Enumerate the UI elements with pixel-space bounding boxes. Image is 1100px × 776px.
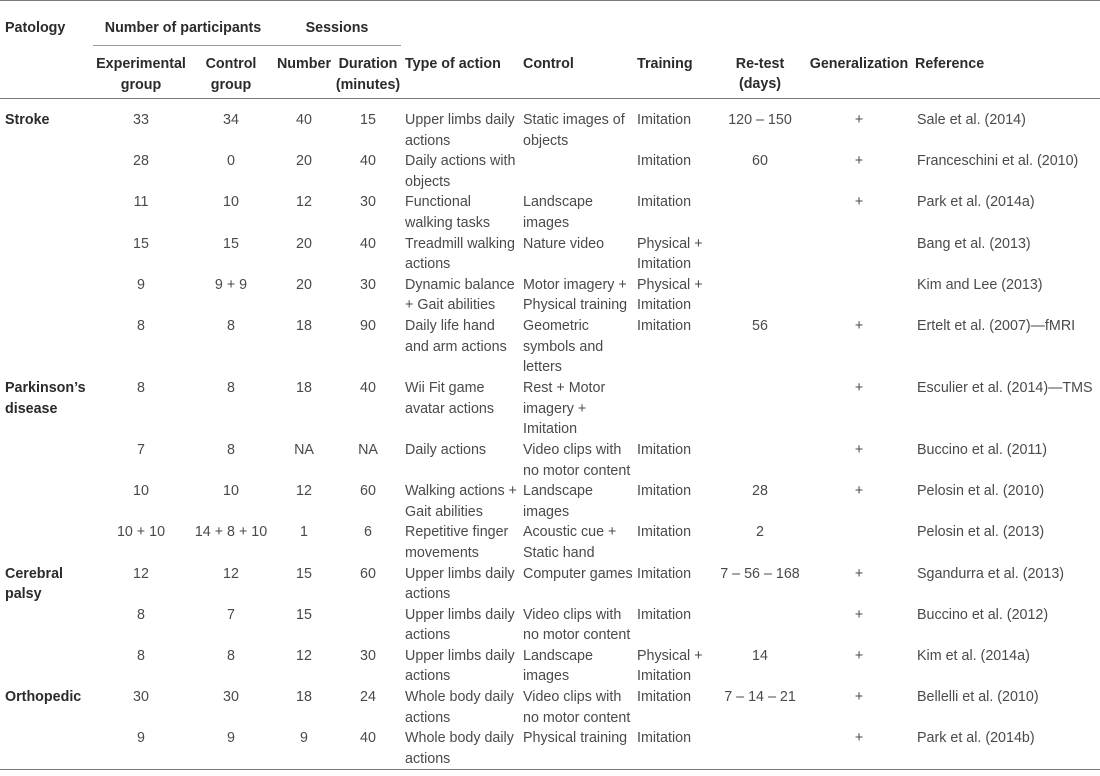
cell-pathology <box>0 481 93 522</box>
cell-retest <box>717 234 803 275</box>
cell-control: Landscape images <box>523 483 593 520</box>
cell-type: Upper limbs daily actions <box>405 112 515 149</box>
header-reference: Reference <box>915 55 985 72</box>
cell-type: Dynamic balance + Gait abilities <box>405 276 515 314</box>
cell-control: Physical training <box>523 730 628 747</box>
header-retest: Re-test (days) <box>735 55 785 93</box>
cell-training: Imitation <box>637 689 692 706</box>
header-number: Number <box>276 56 332 72</box>
cell-retest: 60 <box>752 153 768 170</box>
cell-control: Landscape images <box>523 194 593 231</box>
cell-type: Daily life hand and arm actions <box>405 317 507 355</box>
cell-control: Landscape images <box>523 647 593 685</box>
cell-training: Imitation <box>637 606 692 623</box>
cell-duration: 60 <box>360 565 376 582</box>
cell-number: 20 <box>296 235 312 252</box>
header-participants-group: Number of participants <box>93 1 273 46</box>
table-row <box>0 440 1100 481</box>
cell-reference: Bellelli et al. (2010) <box>917 689 1039 706</box>
table-row <box>0 687 1100 728</box>
cell-generalization: + <box>854 112 864 128</box>
cell-retest: 14 <box>752 647 768 664</box>
header-type: Type of action <box>405 55 501 72</box>
cell-reference: Sale et al. (2014) <box>917 112 1026 128</box>
cell-retest: 56 <box>752 317 768 334</box>
cell-experimental: 33 <box>133 112 149 128</box>
cell-reference: Sgandurra et al. (2013) <box>917 565 1065 582</box>
cell-generalization: + <box>854 379 864 396</box>
cell-retest <box>717 378 803 440</box>
header-control: Control <box>523 55 574 72</box>
cell-generalization <box>803 522 915 563</box>
cell-duration <box>335 605 401 646</box>
cell-generalization: + <box>854 317 864 334</box>
cell-retest <box>717 275 803 316</box>
cell-duration: NA <box>358 441 378 458</box>
cell-control-group: 8 <box>227 441 235 458</box>
cell-control: Video clips with no motor content <box>523 606 631 644</box>
cell-training: Physical + Imitation <box>637 276 703 314</box>
cell-experimental: 8 <box>137 317 145 334</box>
cell-reference: Franceschini et al. (2010) <box>917 153 1079 170</box>
cell-number: 18 <box>296 379 312 396</box>
cell-duration: 15 <box>360 112 376 128</box>
cell-reference: Pelosin et al. (2010) <box>917 483 1045 500</box>
table-row <box>0 316 1100 378</box>
cell-control-group: 10 <box>223 483 239 500</box>
cell-control: Video clips with no motor content <box>523 689 631 726</box>
cell-number: 15 <box>296 606 312 623</box>
table-row <box>0 192 1100 233</box>
cell-control-group: 34 <box>223 112 239 128</box>
table-body <box>0 99 1100 770</box>
cell-control: Acoustic cue + Static hand <box>523 524 617 561</box>
cell-experimental: 28 <box>133 153 149 170</box>
table-row <box>0 605 1100 646</box>
cell-reference: Pelosin et al. (2013) <box>917 524 1045 541</box>
cell-experimental: 11 <box>133 194 149 211</box>
cell-pathology <box>0 646 93 687</box>
cell-duration: 60 <box>360 483 376 500</box>
cell-experimental: 8 <box>137 647 145 664</box>
cell-number: 40 <box>296 112 312 128</box>
cell-generalization: + <box>854 565 864 582</box>
cell-retest: 7 – 14 – 21 <box>724 689 796 706</box>
cell-duration: 90 <box>360 317 376 334</box>
table-row <box>0 481 1100 522</box>
cell-type: Wii Fit game avatar actions <box>405 379 495 417</box>
cell-experimental: 8 <box>137 379 145 396</box>
cell-retest: 7 – 56 – 168 <box>720 565 800 582</box>
cell-retest: 120 – 150 <box>728 112 792 128</box>
cell-retest <box>717 728 803 770</box>
cell-control-group: 12 <box>223 565 239 582</box>
cell-control-group: 8 <box>227 317 235 334</box>
table-row <box>0 728 1100 770</box>
table-row <box>0 646 1100 687</box>
table-row <box>0 234 1100 275</box>
cell-training: Physical + Imitation <box>637 235 703 273</box>
cell-retest <box>717 440 803 481</box>
cell-pathology: Cerebral palsy <box>5 565 64 603</box>
cell-duration: 30 <box>360 647 376 664</box>
cell-training: Imitation <box>637 524 692 541</box>
cell-duration: 40 <box>360 153 376 170</box>
cell-duration: 30 <box>360 276 376 293</box>
cell-type: Treadmill walking actions <box>405 235 515 273</box>
cell-control-group: 8 <box>227 647 235 664</box>
cell-type: Upper limbs daily actions <box>405 647 515 685</box>
cell-control: Computer games <box>523 565 633 582</box>
cell-control-group: 8 <box>227 379 235 396</box>
cell-generalization: + <box>854 194 864 211</box>
cell-training: Imitation <box>637 194 692 211</box>
cell-generalization: + <box>854 730 864 747</box>
cell-experimental: 7 <box>137 441 145 458</box>
cell-pathology <box>0 275 93 316</box>
cell-control: Nature video <box>523 235 605 252</box>
cell-experimental: 9 <box>137 730 145 747</box>
cell-reference: Bang et al. (2013) <box>917 235 1031 252</box>
cell-type: Daily actions with objects <box>405 153 516 190</box>
cell-control: Geometric symbols and letters <box>523 317 604 376</box>
cell-duration: 24 <box>360 689 376 706</box>
cell-experimental: 9 <box>137 276 145 293</box>
cell-duration: 40 <box>360 235 376 252</box>
cell-pathology <box>0 151 93 192</box>
cell-pathology <box>0 605 93 646</box>
cell-retest <box>717 192 803 233</box>
cell-control: Static images of objects <box>523 112 625 149</box>
table-row <box>0 522 1100 563</box>
cell-generalization <box>803 234 915 275</box>
cell-pathology <box>0 440 93 481</box>
cell-control-group: 30 <box>223 689 239 706</box>
cell-number: 15 <box>296 565 312 582</box>
cell-type: Functional walking tasks <box>405 194 491 231</box>
cell-reference: Ertelt et al. (2007)—fMRI <box>917 317 1076 334</box>
cell-experimental: 8 <box>137 606 145 623</box>
cell-pathology <box>0 316 93 378</box>
cell-type: Repetitive finger movements <box>405 524 509 561</box>
cell-type: Daily actions <box>405 441 487 458</box>
cell-training: Imitation <box>637 441 692 458</box>
cell-type: Upper limbs daily actions <box>405 606 515 644</box>
cell-type: Upper limbs daily actions <box>405 565 515 603</box>
cell-experimental: 12 <box>133 565 149 582</box>
cell-pathology <box>0 522 93 563</box>
header-pathology: Patology <box>0 1 93 46</box>
cell-generalization: + <box>854 483 864 500</box>
header-sessions-group: Sessions <box>273 1 401 46</box>
cell-experimental: 30 <box>133 689 149 706</box>
cell-generalization: + <box>854 689 864 706</box>
cell-control-group: 15 <box>223 235 239 252</box>
cell-training: Imitation <box>637 153 692 170</box>
cell-number: 9 <box>300 730 308 747</box>
cell-generalization: + <box>854 606 864 623</box>
cell-generalization: + <box>854 153 864 170</box>
header-control-group: Control group <box>205 56 257 93</box>
cell-experimental: 15 <box>133 235 149 252</box>
cell-experimental: 10 + 10 <box>116 524 166 541</box>
cell-retest: 2 <box>756 524 764 541</box>
cell-number: 20 <box>296 276 312 293</box>
cell-control: Video clips with no motor content <box>523 441 631 479</box>
cell-reference: Park et al. (2014a) <box>917 194 1035 211</box>
cell-number: 12 <box>296 647 312 664</box>
cell-number: 18 <box>296 689 312 706</box>
cell-reference: Park et al. (2014b) <box>917 730 1035 747</box>
table-row <box>0 275 1100 316</box>
header-generalization: Generalization <box>809 55 909 72</box>
cell-pathology <box>0 192 93 233</box>
cell-pathology <box>0 728 93 770</box>
header-spacer <box>401 1 1100 46</box>
cell-duration: 30 <box>360 194 376 211</box>
cell-control <box>519 151 637 192</box>
cell-training: Imitation <box>637 565 692 582</box>
cell-generalization <box>803 275 915 316</box>
cell-generalization: + <box>854 441 864 458</box>
cell-training: Physical + Imitation <box>637 647 703 685</box>
cell-reference: Buccino et al. (2011) <box>917 441 1048 458</box>
cell-training: Imitation <box>637 483 692 500</box>
cell-experimental: 10 <box>133 483 149 500</box>
cell-number: 20 <box>296 153 312 170</box>
cell-reference: Buccino et al. (2012) <box>917 606 1049 623</box>
cell-control-group: 10 <box>223 194 239 211</box>
cell-reference: Kim et al. (2014a) <box>917 647 1030 664</box>
cell-control-group: 9 + 9 <box>214 276 248 293</box>
table-row <box>0 564 1100 605</box>
cell-retest: 28 <box>752 483 768 500</box>
cell-retest <box>717 605 803 646</box>
cell-control: Rest + Motor imagery + Imitation <box>523 379 606 438</box>
cell-pathology: Parkinson’s disease <box>5 379 86 417</box>
cell-duration: 40 <box>360 379 376 396</box>
cell-number: NA <box>294 441 314 458</box>
cell-number: 1 <box>300 524 308 541</box>
cell-pathology <box>0 234 93 275</box>
table-row <box>0 151 1100 192</box>
cell-training: Imitation <box>637 317 692 334</box>
cell-control: Motor imagery + Physical training <box>523 276 628 314</box>
header-pathology-empty <box>0 46 93 99</box>
table-row <box>0 378 1100 440</box>
cell-type: Whole body daily actions <box>405 730 514 767</box>
cell-control-group: 7 <box>227 606 235 623</box>
cell-reference: Esculier et al. (2014)—TMS <box>917 379 1093 396</box>
cell-duration: 6 <box>364 524 372 541</box>
cell-reference: Kim and Lee (2013) <box>917 276 1043 293</box>
table-header <box>0 1 1100 99</box>
header-duration: Duration (minutes) <box>335 56 401 93</box>
cell-training: Imitation <box>637 730 692 747</box>
cell-type: Whole body daily actions <box>405 689 514 726</box>
cell-number: 18 <box>296 317 312 334</box>
cell-training <box>637 378 717 440</box>
cell-duration: 40 <box>360 730 376 747</box>
header-experimental: Experimental group <box>96 56 186 93</box>
cell-pathology: Stroke <box>5 112 50 128</box>
cell-training: Imitation <box>637 112 692 128</box>
cell-control-group: 0 <box>227 153 235 170</box>
header-training: Training <box>637 55 693 72</box>
cell-number: 12 <box>296 194 312 211</box>
cell-control-group: 14 + 8 + 10 <box>194 524 268 541</box>
cell-type: Walking actions + Gait abilities <box>405 483 517 520</box>
cell-control-group: 9 <box>227 730 235 747</box>
cell-generalization: + <box>854 647 864 664</box>
cell-pathology: Orthopedic <box>5 689 82 706</box>
cell-number: 12 <box>296 483 312 500</box>
table-row <box>0 99 1100 152</box>
